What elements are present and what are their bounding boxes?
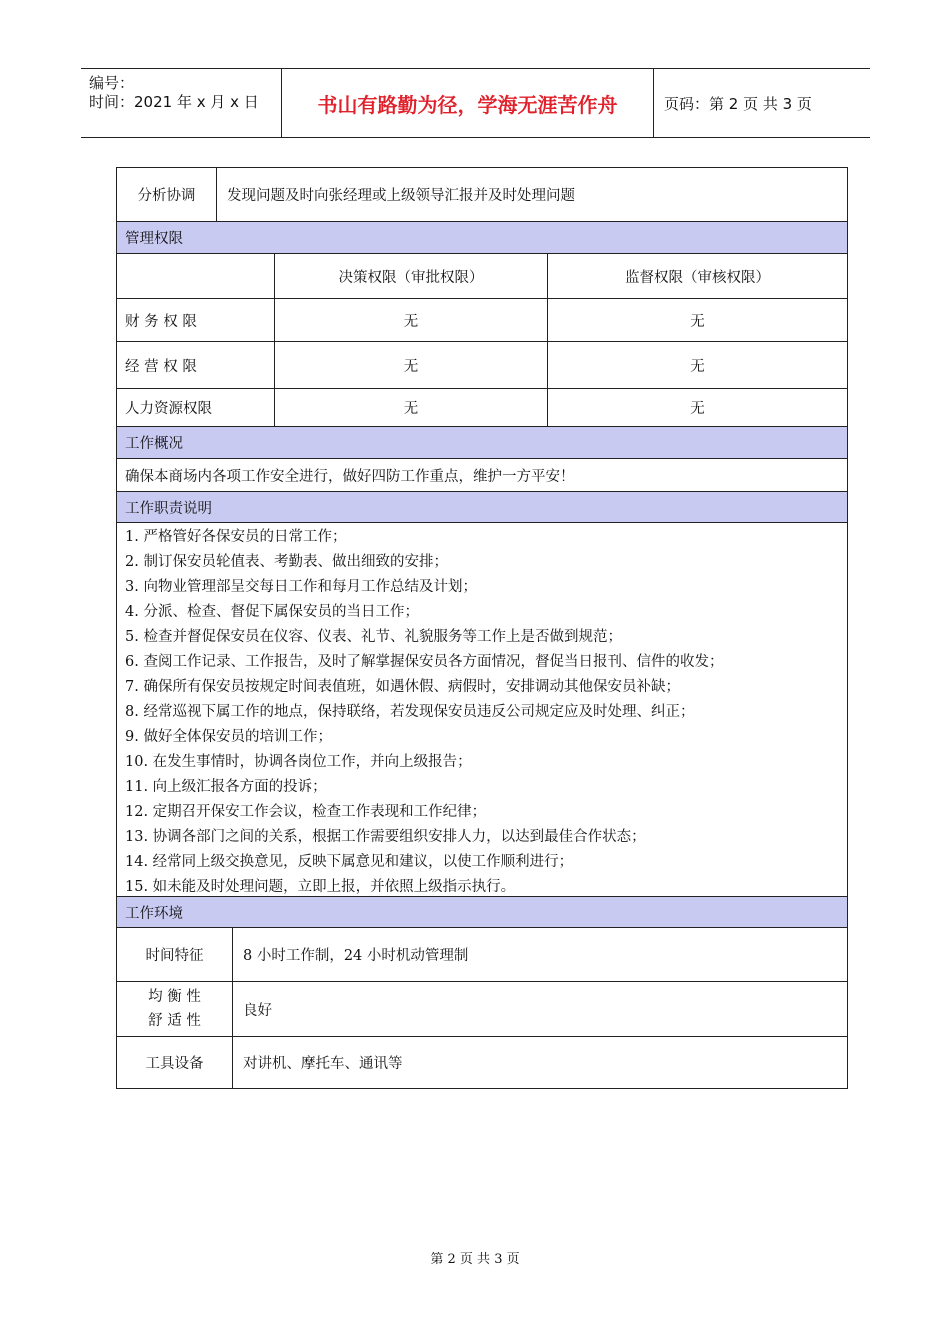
analysis-row xyxy=(117,168,847,222)
authority-row xyxy=(117,342,847,389)
environment-time-label: 时间特征 xyxy=(117,928,233,981)
overview-row xyxy=(117,459,847,492)
duty-item: 13. 协调各部门之间的关系，根据工作需要组织安排人力，以达到最佳合作状态； xyxy=(125,829,646,845)
duty-item: 2. 制订保安员轮值表、考勤表、做出细致的安排； xyxy=(125,554,448,570)
duty-item: 10. 在发生事情时，协调各岗位工作，并向上级报告； xyxy=(125,754,472,770)
overview-title: 工作概况 xyxy=(125,436,183,452)
document-number: 编号： xyxy=(89,74,135,92)
page-header xyxy=(81,68,870,138)
duty-item: 14. 经常同上级交换意见，反映下属意见和建议，以使工作顺利进行； xyxy=(125,854,574,870)
environment-time-value: 8 小时工作制，24 小时机动管理制 xyxy=(243,948,469,964)
environment-title: 工作环境 xyxy=(125,905,183,922)
job-description-table xyxy=(116,167,848,1089)
authority-row-decision: 无 xyxy=(275,342,548,388)
page-footer: 第 2 页 共 3 页 xyxy=(430,1252,520,1267)
duty-item: 11. 向上级汇报各方面的投诉； xyxy=(125,779,327,795)
overview-text: 确保本商场内各项工作安全进行，做好四防工作重点，维护一方平安！ xyxy=(125,468,575,485)
duty-item: 4. 分派、检查、督促下属保安员的当日工作； xyxy=(125,604,419,620)
duty-item: 3. 向物业管理部呈交每日工作和每月工作总结及计划； xyxy=(125,579,477,595)
authority-row xyxy=(117,389,847,427)
authority-row-decision: 无 xyxy=(275,389,548,426)
authority-row xyxy=(117,299,847,342)
authority-title: 管理权限 xyxy=(125,231,183,247)
analysis-label: 分析协调 xyxy=(117,168,217,221)
environment-time-row xyxy=(117,928,847,982)
duties-section-header xyxy=(117,492,847,523)
authority-columns-row xyxy=(117,254,847,299)
duty-item: 7. 确保所有保安员按规定时间表值班，如遇休假、病假时，安排调动其他保安员补缺； xyxy=(125,679,680,695)
environment-section-header xyxy=(117,897,847,928)
authority-row-decision: 无 xyxy=(275,299,548,341)
environment-balance-label-1: 均 衡 性 xyxy=(148,989,201,1005)
authority-row-label: 财 务 权 限 xyxy=(117,299,275,341)
duties-list xyxy=(117,523,847,897)
duty-item: 15. 如未能及时处理问题，立即上报，并依照上级指示执行。 xyxy=(125,879,516,895)
duty-item: 12. 定期召开保安工作会议，检查工作表现和工作纪律； xyxy=(125,804,487,820)
duties-items xyxy=(117,523,847,902)
authority-row-label: 人力资源权限 xyxy=(117,389,275,426)
authority-row-supervise: 无 xyxy=(690,401,705,417)
authority-col-decision: 决策权限（审批权限） xyxy=(275,254,548,298)
duty-item: 9. 做好全体保安员的培训工作； xyxy=(125,729,332,745)
authority-row-supervise: 无 xyxy=(690,358,705,375)
environment-tools-row xyxy=(117,1037,847,1088)
header-meta xyxy=(81,69,282,137)
environment-balance-row xyxy=(117,982,847,1037)
authority-row-label: 经 营 权 限 xyxy=(117,342,275,388)
overview-section-header xyxy=(117,427,847,459)
authority-col-supervise: 监督权限（审核权限） xyxy=(625,269,770,286)
duty-item: 1. 严格管好各保安员的日常工作； xyxy=(125,529,347,545)
analysis-value: 发现问题及时向张经理或上级领导汇报并及时处理问题 xyxy=(227,188,575,204)
authority-section-header xyxy=(117,222,847,254)
authority-row-supervise: 无 xyxy=(690,313,705,330)
document-time: 时间：2021 年 x 月 x 日 xyxy=(89,93,259,111)
duty-item: 5. 检查并督促保安员在仪容、仪表、礼节、礼貌服务等工作上是否做到规范； xyxy=(125,629,622,645)
duty-item: 8. 经常巡视下属工作的地点，保持联络，若发现保安员违反公司规定应及时处理、纠正； xyxy=(125,704,695,720)
duty-item: 6. 查阅工作记录、工作报告，及时了解掌握保安员各方面情况，督促当日报刊、信件的收发； xyxy=(125,654,724,670)
environment-tools-label: 工具设备 xyxy=(117,1037,233,1088)
environment-balance-label-2: 舒 适 性 xyxy=(148,1013,201,1029)
header-page-info: 页码：第 2 页 共 3 页 xyxy=(664,94,812,113)
header-motto: 书山有路勤为径，学海无涯苦作舟 xyxy=(282,69,654,137)
environment-tools-value: 对讲机、摩托车、通讯等 xyxy=(243,1056,403,1072)
authority-corner-cell xyxy=(117,254,275,298)
environment-balance-value: 良好 xyxy=(243,1002,272,1019)
environment-balance-label xyxy=(117,982,233,1036)
duties-title: 工作职责说明 xyxy=(125,500,212,517)
